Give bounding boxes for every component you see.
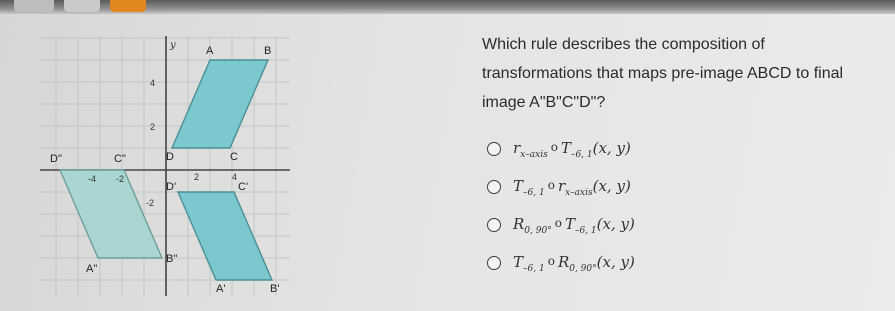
radio-button[interactable]: [487, 218, 501, 232]
vertex-label-b: B: [264, 45, 272, 57]
vertex-label-a1: A': [216, 283, 226, 295]
radio-button[interactable]: [487, 256, 501, 270]
choice-formula: $T_{-6, 1}o$ $r_{x-axis}(x$, y): [513, 176, 631, 198]
question-text: [482, 30, 892, 117]
question-line: transformations that maps pre-image ABCD to final: [482, 65, 844, 82]
choice-formula: $T_{-6, 1}o$ $R_{0, 90^\circ}(x$, y): [513, 252, 635, 274]
answer-choice-2[interactable]: [487, 174, 631, 200]
vertex-label-a2: A": [86, 263, 98, 275]
radio-button[interactable]: [487, 180, 501, 194]
vertex-label-c: C: [230, 151, 238, 163]
question-line: Which rule describes the composition of: [482, 36, 765, 53]
tick-label: 2: [194, 172, 200, 182]
vertex-label-a: A: [206, 45, 214, 57]
tick-label: -2: [146, 198, 155, 208]
tick-label: 2: [150, 122, 156, 132]
answer-choice-3[interactable]: [487, 212, 635, 238]
tick-label: -4: [88, 174, 97, 184]
vertex-label-c2: C": [114, 153, 126, 165]
vertex-label-b2: B": [166, 253, 178, 265]
toolbar-tab-active[interactable]: [110, 0, 146, 12]
toolbar-tab[interactable]: [64, 0, 100, 12]
radio-button[interactable]: [487, 142, 501, 156]
browser-toolbar: [0, 0, 895, 14]
y-axis-label: y: [170, 40, 176, 51]
choice-formula: $R_{0, 90^\circ}o$ $T_{-6, 1}(x$, y): [513, 214, 635, 236]
tick-label: -2: [116, 174, 125, 184]
vertex-label-b1: B': [270, 283, 280, 295]
tick-label: 4: [150, 78, 156, 88]
answer-choice-4[interactable]: [487, 250, 635, 276]
graph-svg: [40, 36, 290, 296]
vertex-label-d2: D": [50, 153, 62, 165]
question-line: image A"B"C"D"?: [482, 94, 606, 111]
vertex-label-d1: D': [166, 181, 177, 193]
answer-choice-1[interactable]: [487, 136, 631, 162]
vertex-label-c1: C': [238, 181, 249, 193]
choice-formula: $r_{x-axis}o$ $T_{-6, 1}(x$, y): [513, 138, 631, 160]
toolbar-tab[interactable]: [14, 0, 54, 12]
coordinate-graph: [40, 36, 290, 296]
tick-label: 4: [232, 172, 238, 182]
vertex-label-d: D: [166, 151, 174, 163]
